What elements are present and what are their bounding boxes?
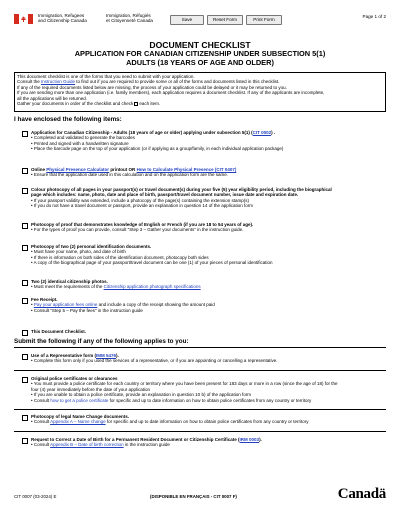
intro-line: This document checklist is one of the forms that you need to submit with your application. xyxy=(17,74,195,79)
save-button[interactable]: Save xyxy=(170,15,204,25)
checkbox[interactable] xyxy=(22,131,28,137)
checkbox[interactable] xyxy=(22,330,28,336)
photo-specifications-link[interactable]: Citizenship application photograph specifications xyxy=(103,284,201,290)
irm0003-link[interactable]: IRM 0003 xyxy=(239,437,260,442)
section-heading-applies: Submit the following if any of the following applies to you: xyxy=(14,338,189,345)
checkbox[interactable] xyxy=(22,168,28,174)
form-code: CIT 0007 (03-2024) E xyxy=(14,494,57,499)
french-availability: (DISPONIBLE EN FRANÇAIS - CIT 0007 F) xyxy=(150,494,237,499)
checkbox[interactable] xyxy=(22,415,28,421)
document-page: Immigration, Refugees and Citizenship Canada Immigration, Réfugiés et Citoyenneté Canada Save Reset Form Print Form Page 1 of 2 DOCUMENT CHECKLIST APPLICATION FOR CANADIAN CITIZENSHIP UNDER SUBSECTION 5(1) ADULTS (18 YEARS OF AGE AND OLDER) This document checklist is one of the forms that you need to submit with your application. Consult the Instruction Guide to find out if you are required to provide some or all of the forms and documents listed in this checklist. If any of the required documents listed below are missing, the process of your application could be delayed or it may be returned to you. If you are sending more than one application (i.e. family members), each application requires a document checklist. If any of the applicants are incomplete, all the applications will be returned. Gather your documents in order of the checklist and check each item. I have enclosed the following items: Application for Canadian Citizenship - Adults (18 years of age or older) applying under subsection 5(1) (CIT 0002) . • Completed and validated to generate the barcodes • Printed and signed with a handwritten signature • Place the barcode page on the top of your application (or if applying as a group/family, in each individual application package) Online Physical Presence Calculator printout OR How to Calculate Physical Presence (CIT 0407) • Ensure that the application date used in this calculation and on the application form are the same. Colour photocopy of all pages in your passport(s) or travel document(s) during your five (5) year eligibility period, including the biographical page which includes: name, photo, date and place of birth, passport/travel document number, issue date and expiration date. • If your passport validity was extended, include a photocopy of the page(s) containing the extension stamp(s) • If you do not have a travel document or passport, provide an explanation in question 14 of the application form Photocopy of proof that demonstrates knowledge of English or French (if you are 18 to 54 years of age). • For the types of proof you can provide, consult "Step 3 – Gather your documents" in the instruction guide. Photocopy of two (2) personal identification documents. • Must have your name, photo, and date of birth • If there is information on both sides of the identification document, photocopy both sides • A copy of the biographical page of your passport/travel document can be one (1) of your pieces of personal identification Two (2) identical citizenship photos. • Must meet the requirements of the Citizenship application photograph specifications Fee Receipt. • Pay your application fees online and include a copy of the receipt showing the amount paid • Consult "Step 5 – Pay the fees" in the instruction guide This Document Checklist. Submit the following if any of the following applies to you: Use of a Representative form (IMM 5476). • Complete this form only if you used the services of a representative, or if you are appointing or cancelling a representative. Original police certificates or clearances • You must provide a police certificate for each country or territory where you have been present for 183 days or more in a row (since the age of 18) for the four (4) year immediately before the date of your application • If you are unable to obtain a police certificate, provide an explanation in question 10 b) of the application form • Consult how to get a police certificate for specific and up to date information on how to obtain police certificates from any country or territory Photocopy of legal Name Change documents. • Consult Appendix A – Name change for specific and up to date information on how to obtain police certificates from any country or territory Request to Correct a Date of Birth for a Permanent Resident Document or Citizenship Certificate (IRM 0003). • Consult Appendix B – Date of birth correction in the instruction guide CIT 0007 (03-2024) E (DISPONIBLE EN FRANÇAIS - CIT 0007 F) Canadä xyxy=(14,13,386,502)
intro-line: If any of the required documents listed below are missing, the process of your application could be delayed or it may be returned to you. xyxy=(17,84,287,90)
department-name-fr: Immigration, Réfugiés et Citoyenneté Canada xyxy=(106,13,153,24)
appendix-b-link[interactable]: Appendix B – Date of birth correction xyxy=(50,442,124,448)
intro-line: all the applications will be returned. xyxy=(17,95,88,101)
canada-wordmark: Canadä xyxy=(337,486,386,502)
section-heading-enclosed: I have enclosed the following items: xyxy=(14,116,122,123)
title-application: APPLICATION FOR CANADIAN CITIZENSHIP UNDER SUBSECTION 5(1) xyxy=(74,49,326,58)
instruction-guide-link[interactable]: Instruction Guide xyxy=(41,79,76,85)
divider xyxy=(14,431,386,432)
appendix-a-link[interactable]: Appendix A – Name change xyxy=(50,419,106,425)
pay-fees-online-link[interactable]: Pay your application fees online xyxy=(33,302,98,308)
print-form-button[interactable]: Print Form xyxy=(246,15,282,25)
title-checklist: DOCUMENT CHECKLIST xyxy=(149,40,251,50)
intro-line: Gather your documents in order of the checklist and check each item. xyxy=(17,101,161,107)
title-adults: ADULTS (18 YEARS OF AGE AND OLDER) xyxy=(126,57,274,67)
imm5476-link[interactable]: IMM 5476 xyxy=(96,353,117,358)
divider xyxy=(14,409,386,410)
checkbox-sample-icon xyxy=(134,102,138,106)
checkbox[interactable] xyxy=(22,298,28,304)
cit0407-link[interactable]: How to Calculate Physical Presence (CIT 0407) xyxy=(136,167,237,172)
maple-leaf-icon xyxy=(21,16,26,22)
intro-line: If you are sending more than one application (i.e. family members), each application requires a document checklist. If any of the applicants are incomplete, xyxy=(17,90,325,96)
canada-flag-icon xyxy=(14,14,33,24)
checkbox[interactable] xyxy=(22,438,28,444)
checkbox[interactable] xyxy=(22,354,28,360)
header xyxy=(14,12,386,30)
intro-line: Consult the Instruction Guide to find out if you are required to provide some or all of the forms and documents listed in this checklist. xyxy=(17,79,280,85)
checkbox[interactable] xyxy=(22,223,28,229)
police-certificate-link[interactable]: how to get a police certificate xyxy=(50,397,109,403)
document-title xyxy=(14,40,386,67)
reset-form-button[interactable]: Reset Form xyxy=(207,15,243,25)
department-name-en: Immigration, Refugees and Citizenship Canada xyxy=(38,13,87,24)
checkbox[interactable] xyxy=(22,280,28,286)
intro-box xyxy=(14,72,386,112)
physical-presence-calculator-link[interactable]: Physical Presence Calculator xyxy=(46,167,110,172)
divider xyxy=(14,370,386,371)
page-number: Page 1 of 2 xyxy=(362,14,386,19)
divider xyxy=(14,347,386,348)
checkbox[interactable] xyxy=(22,245,28,251)
cit0002-link[interactable]: CIT 0002 xyxy=(252,130,272,135)
checkbox[interactable] xyxy=(22,188,28,194)
checkbox[interactable] xyxy=(22,377,28,383)
